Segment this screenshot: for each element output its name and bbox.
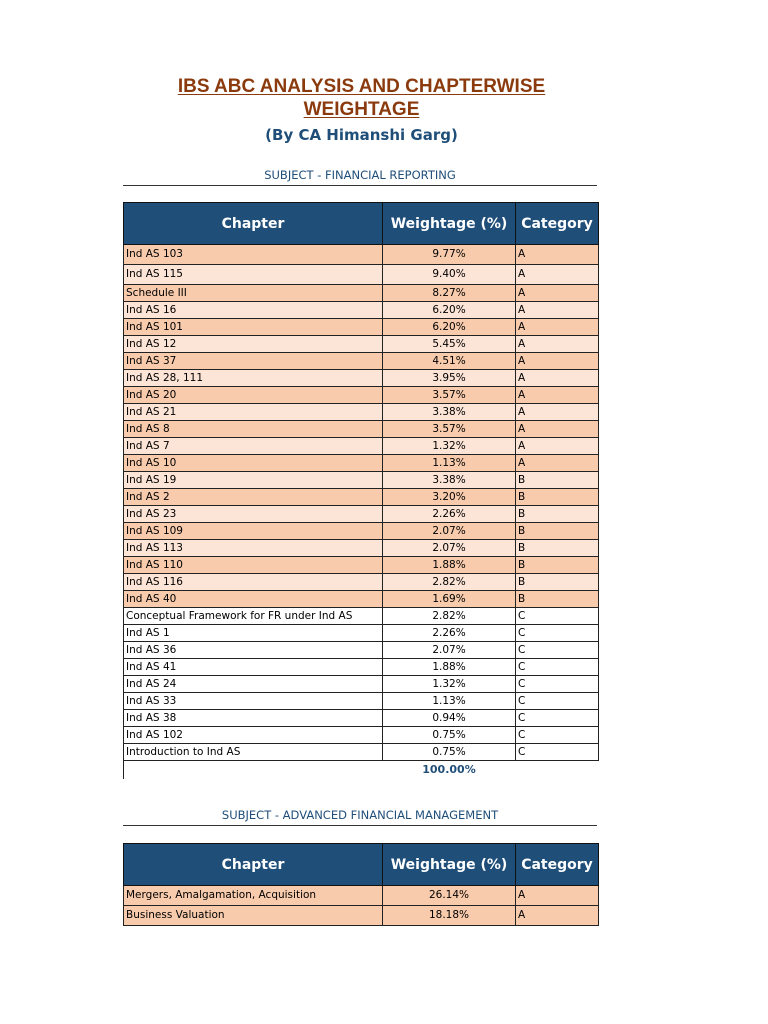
chapter-cell: Ind AS 23 (124, 506, 383, 523)
table-row (124, 455, 599, 472)
weightage-cell: 1.13% (383, 455, 516, 472)
table-row (124, 472, 599, 489)
weightage-cell: 6.20% (383, 302, 516, 319)
category-cell: B (516, 523, 599, 540)
weightage-cell: 2.26% (383, 625, 516, 642)
chapter-cell: Business Valuation (124, 906, 383, 926)
chapter-cell: Ind AS 116 (124, 574, 383, 591)
table-row (124, 302, 599, 319)
category-cell: C (516, 642, 599, 659)
category-cell: B (516, 591, 599, 608)
total-spacer (516, 761, 599, 780)
weightage-cell: 3.95% (383, 370, 516, 387)
weightage-cell: 3.57% (383, 387, 516, 404)
subject-fr-rule (123, 185, 597, 186)
table-row (124, 245, 599, 265)
chapter-cell: Ind AS 8 (124, 421, 383, 438)
table-row (124, 727, 599, 744)
table-row (124, 608, 599, 625)
table-row (124, 591, 599, 608)
category-cell: A (516, 353, 599, 370)
subject-afm-heading: SUBJECT - ADVANCED FINANCIAL MANAGEMENT (221, 808, 499, 822)
category-cell: A (516, 438, 599, 455)
weightage-cell: 2.07% (383, 642, 516, 659)
chapter-cell: Conceptual Framework for FR under Ind AS (124, 608, 383, 625)
weightage-cell: 18.18% (383, 906, 516, 926)
chapter-cell: Ind AS 21 (124, 404, 383, 421)
column-header-chapter: Chapter (124, 203, 383, 245)
category-cell: A (516, 455, 599, 472)
category-cell: A (516, 370, 599, 387)
weightage-cell: 2.07% (383, 523, 516, 540)
weightage-cell: 26.14% (383, 886, 516, 906)
weightage-cell: 2.07% (383, 540, 516, 557)
chapter-cell: Ind AS 20 (124, 387, 383, 404)
category-cell: C (516, 710, 599, 727)
table-row (124, 744, 599, 761)
total-spacer (124, 761, 383, 780)
table-row (124, 642, 599, 659)
table-row (124, 625, 599, 642)
chapter-cell: Schedule III (124, 285, 383, 302)
category-cell: C (516, 693, 599, 710)
column-header-chapter: Chapter (124, 844, 383, 886)
category-cell: A (516, 906, 599, 926)
column-header-weightage: Weightage (%) (383, 203, 516, 245)
chapter-cell: Ind AS 103 (124, 245, 383, 265)
column-header-weightage: Weightage (%) (383, 844, 516, 886)
table-row (124, 693, 599, 710)
category-cell: B (516, 506, 599, 523)
weightage-cell: 4.51% (383, 353, 516, 370)
chapter-cell: Ind AS 113 (124, 540, 383, 557)
table-row (124, 540, 599, 557)
weightage-cell: 0.94% (383, 710, 516, 727)
chapter-cell: Ind AS 19 (124, 472, 383, 489)
table-row (124, 886, 599, 906)
category-cell: B (516, 540, 599, 557)
subject-fr-heading: SUBJECT - FINANCIAL REPORTING (264, 168, 456, 182)
weightage-cell: 1.32% (383, 438, 516, 455)
category-cell: A (516, 421, 599, 438)
weightage-cell: 2.82% (383, 574, 516, 591)
table-row (124, 506, 599, 523)
weightage-cell: 1.32% (383, 676, 516, 693)
weightage-cell: 3.38% (383, 472, 516, 489)
table-row (124, 265, 599, 285)
chapter-cell: Ind AS 16 (124, 302, 383, 319)
chapter-cell: Ind AS 36 (124, 642, 383, 659)
weightage-cell: 1.69% (383, 591, 516, 608)
afm-table-body (124, 886, 599, 926)
category-cell: B (516, 489, 599, 506)
weightage-cell: 1.88% (383, 659, 516, 676)
weightage-cell: 5.45% (383, 336, 516, 353)
total-row (124, 761, 599, 780)
weightage-cell: 9.40% (383, 265, 516, 285)
chapter-cell: Mergers, Amalgamation, Acquisition (124, 886, 383, 906)
chapter-cell: Ind AS 28, 111 (124, 370, 383, 387)
table-header-row (124, 844, 599, 886)
afm-weightage-table (123, 843, 599, 926)
chapter-cell: Ind AS 102 (124, 727, 383, 744)
author-byline: (By CA Himanshi Garg) (265, 126, 458, 144)
weightage-cell: 9.77% (383, 245, 516, 265)
category-cell: B (516, 574, 599, 591)
chapter-cell: Ind AS 12 (124, 336, 383, 353)
table-row (124, 353, 599, 370)
table-row (124, 659, 599, 676)
weightage-cell: 6.20% (383, 319, 516, 336)
weightage-cell: 3.20% (383, 489, 516, 506)
chapter-cell: Ind AS 41 (124, 659, 383, 676)
weightage-cell: 1.88% (383, 557, 516, 574)
document-title-line2: WEIGHTAGE (303, 99, 420, 120)
chapter-cell: Ind AS 1 (124, 625, 383, 642)
chapter-cell: Ind AS 110 (124, 557, 383, 574)
table-row (124, 574, 599, 591)
chapter-cell: Ind AS 37 (124, 353, 383, 370)
chapter-cell: Ind AS 101 (124, 319, 383, 336)
table-row (124, 523, 599, 540)
table-row (124, 489, 599, 506)
table-row (124, 438, 599, 455)
weightage-cell: 0.75% (383, 727, 516, 744)
table-header-row (124, 203, 599, 245)
chapter-cell: Ind AS 38 (124, 710, 383, 727)
table-row (124, 906, 599, 926)
fr-table-body (124, 245, 599, 780)
category-cell: C (516, 676, 599, 693)
table-row (124, 285, 599, 302)
category-cell: A (516, 265, 599, 285)
column-header-category: Category (516, 844, 599, 886)
category-cell: A (516, 404, 599, 421)
total-weightage: 100.00% (422, 763, 476, 776)
category-cell: C (516, 659, 599, 676)
table-row (124, 557, 599, 574)
weightage-cell: 8.27% (383, 285, 516, 302)
chapter-cell: Ind AS 24 (124, 676, 383, 693)
table-row (124, 404, 599, 421)
chapter-cell: Ind AS 40 (124, 591, 383, 608)
category-cell: A (516, 336, 599, 353)
document-title-line1: IBS ABC ANALYSIS AND CHAPTERWISE (177, 76, 546, 97)
category-cell: A (516, 245, 599, 265)
category-cell: A (516, 387, 599, 404)
table-row (124, 370, 599, 387)
table-row (124, 387, 599, 404)
category-cell: C (516, 744, 599, 761)
column-header-category: Category (516, 203, 599, 245)
weightage-cell: 1.13% (383, 693, 516, 710)
chapter-cell: Ind AS 115 (124, 265, 383, 285)
weightage-cell: 0.75% (383, 744, 516, 761)
table-row (124, 319, 599, 336)
chapter-cell: Introduction to Ind AS (124, 744, 383, 761)
category-cell: B (516, 557, 599, 574)
weightage-cell: 2.26% (383, 506, 516, 523)
category-cell: A (516, 302, 599, 319)
category-cell: A (516, 319, 599, 336)
chapter-cell: Ind AS 2 (124, 489, 383, 506)
weightage-cell: 3.57% (383, 421, 516, 438)
chapter-cell: Ind AS 7 (124, 438, 383, 455)
category-cell: A (516, 285, 599, 302)
category-cell: A (516, 886, 599, 906)
chapter-cell: Ind AS 109 (124, 523, 383, 540)
table-row (124, 676, 599, 693)
table-row (124, 710, 599, 727)
chapter-cell: Ind AS 33 (124, 693, 383, 710)
table-row (124, 336, 599, 353)
weightage-cell: 2.82% (383, 608, 516, 625)
category-cell: B (516, 472, 599, 489)
category-cell: C (516, 727, 599, 744)
weightage-cell: 3.38% (383, 404, 516, 421)
fr-weightage-table (123, 202, 599, 779)
table-row (124, 421, 599, 438)
category-cell: C (516, 625, 599, 642)
chapter-cell: Ind AS 10 (124, 455, 383, 472)
subject-afm-rule (123, 825, 597, 826)
category-cell: C (516, 608, 599, 625)
